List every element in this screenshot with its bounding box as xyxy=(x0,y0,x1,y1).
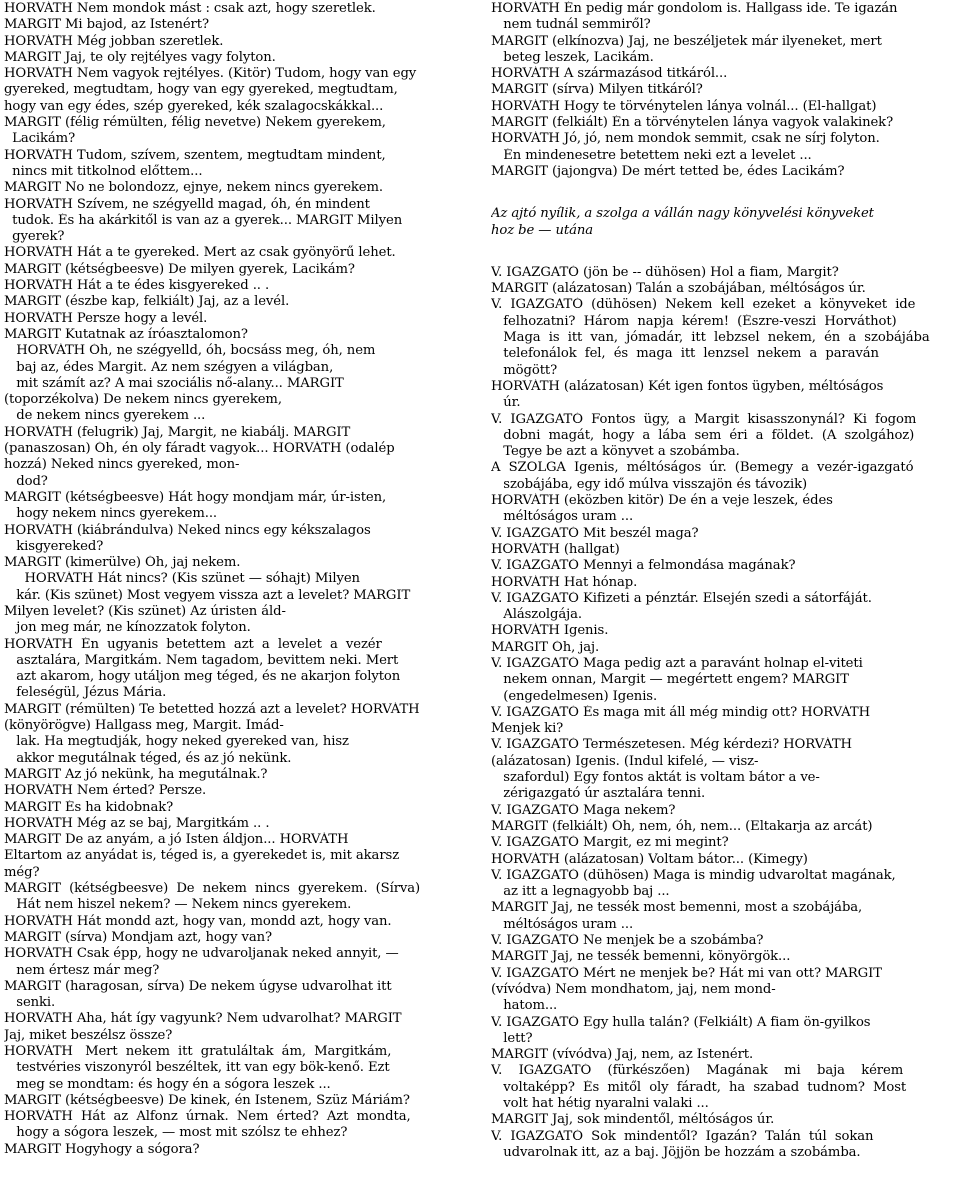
text-line: HORVÁTH Igenis. xyxy=(491,623,609,639)
text-line: dobni magát, hogy a lába sem éri a földet. (A szolgához) xyxy=(491,427,915,443)
text-line: voltaképp? És mitől oly fáradt, ha szabad tudnom? Most xyxy=(491,1079,907,1095)
text-line: hogy nekem nincs gyerekem... xyxy=(4,506,218,522)
text-line xyxy=(491,180,957,206)
left-text-column xyxy=(4,1,474,1158)
text-line: HORVÁTH Mert nekem itt gratuláltak ám, Margitkám, xyxy=(4,1044,392,1059)
text-line: HORVÁTH Én ugyanis betettem azt a levelet a vezér xyxy=(4,636,382,652)
text-line: kár. (Kis szünet) Most vegyem vissza azt a levelet? MARGIT xyxy=(4,587,411,603)
text-line: HORVÁTH (kiábrándulva) Neked nincs egy kékszalagos xyxy=(4,522,371,538)
text-line: HORVÁTH Óh, ne szégyelld, óh, bocsáss meg, óh, nem xyxy=(4,343,376,359)
text-line: hogy a sógora leszek, — most mit szólsz te ehhez? xyxy=(4,1125,348,1141)
text-line: jon meg már, ne kínozzatok folyton. xyxy=(4,620,251,636)
text-line: HORVÁTH Nem vagyok rejtélyes. (Kitör) Tudom, hogy van egy xyxy=(4,66,417,82)
text-line: V. IGAZGATÓ Természetesen. Még kérdezi? HORVÁTH xyxy=(491,737,852,753)
text-line: Maga is itt van, jómadár, itt lebzsel nekem, én a szobájába xyxy=(491,330,930,346)
text-line: (alázatosan) Igenis. (Indul kifelé, — visz- xyxy=(491,753,759,769)
text-line: Az ajtó nyílik, a szolga a vállán nagy könyvelési könyveket xyxy=(491,206,874,222)
text-line: lak. Ha megtudják, hogy neked gyereked van, hisz xyxy=(4,734,349,750)
text-line: zérigazgató úr asztalára tenni. xyxy=(491,786,706,802)
text-line: MARGIT (felkiált) Én a törvénytelen lánya vagyok valakinek? xyxy=(491,115,894,131)
text-line: telefonálok fel, és maga itt lenzsel nekem a paraván xyxy=(491,346,879,362)
text-line: MARGIT Jaj, ne tessék most bemenni, most a szobájába, xyxy=(491,900,863,916)
text-line: HORVÁTH Csak épp, hogy ne udvaroljanak neked annyit, — xyxy=(4,946,399,962)
text-line: szafordul) Egy fontos aktát is voltam bátor a ve- xyxy=(491,770,820,786)
text-line: Hát nem hiszel nekem? — Nekem nincs gyerekem. xyxy=(4,897,352,913)
text-line: MARGIT (rémülten) Te betetted hozzá azt a levelet? HORVÁTH xyxy=(4,701,420,717)
text-line: V. IGAZGATÓ Mit beszél maga? xyxy=(491,525,699,541)
text-line: mit számít az? A mai szociális nő-alany... MARGIT xyxy=(4,375,344,391)
text-line: Tegye be azt a könyvet a szobámba. xyxy=(491,444,740,460)
text-line: V. IGAZGATÓ Maga nekem? xyxy=(491,802,676,818)
text-line: Jaj, miket beszélsz össze? xyxy=(4,1027,173,1043)
text-line: V. IGAZGATÓ Ne menjek be a szobámba? xyxy=(491,933,764,949)
text-line: testvéries viszonyról beszéltek, itt van egy bök-kenő. Ezt xyxy=(4,1060,390,1076)
text-line: lett? xyxy=(491,1030,533,1046)
text-line: feleségül, Jézus Mária. xyxy=(4,685,167,701)
text-line: MARGIT (elkínozva) Jaj, ne beszéljetek már ilyeneket, mert xyxy=(491,33,882,49)
text-line: MARGIT (alázatosan) Talán a szobájában, méltóságos úr. xyxy=(491,281,866,297)
text-line: senki. xyxy=(4,995,56,1011)
text-line: V. IGAZGATÓ Mennyi a felmondása magának? xyxy=(491,558,796,574)
text-line: MARGIT És ha kidobnak? xyxy=(4,799,174,815)
text-line: nem tudnál semmiről? xyxy=(491,17,651,33)
text-line: MARGIT (kétségbeesve) De kinek, én Istenem, Szüz Máriám? xyxy=(4,1092,410,1108)
text-line: HORVÁTH (eközben kitör) De én a veje leszek, édes xyxy=(491,493,833,509)
text-line: V. IGAZGATÓ Margit, ez mi megint? xyxy=(491,835,729,851)
text-line xyxy=(491,239,957,265)
text-line: HORVÁTH Hát a te édes kisgyereked .. . xyxy=(4,278,270,294)
text-line: hozzá) Neked nincs gyereked, mon- xyxy=(4,457,240,473)
text-line: A SZOLGA Igenis, méltóságos úr. (Bemegy a vezér-igazgató xyxy=(491,460,914,476)
text-line: Menjek ki? xyxy=(491,721,564,737)
text-line: MARGIT Jaj, sok mindentől, méltóságos úr. xyxy=(491,1112,775,1128)
text-line: úr. xyxy=(491,395,521,411)
text-line: nincs mit titkolnod előttem... xyxy=(4,163,203,179)
right-text-column xyxy=(491,1,957,1161)
text-line: HORVÁTH (alázatosan) Két igen fontos ügyben, méltóságos xyxy=(491,378,884,394)
text-line: MARGIT (sírva) Milyen titkáról? xyxy=(491,82,703,98)
text-line: MARGIT Az jó nekünk, ha megutálnak.? xyxy=(4,766,268,782)
text-line: V. IGAZGATÓ (dühösen) Maga is mindig udvaroltat magának, xyxy=(491,867,896,883)
text-line: MARGIT Mi bajod, az Istenért? xyxy=(4,17,209,33)
text-line: HORVÁTH Tudom, szívem, szentem, megtudtam mindent, xyxy=(4,147,386,163)
text-line: mögött? xyxy=(491,362,558,378)
text-line: HORVÁTH Persze hogy a levél. xyxy=(4,310,208,326)
text-line: dod? xyxy=(4,473,48,489)
text-line: HORVÁTH Hát az Alfonz úrnak. Nem érted? Azt mondta, xyxy=(4,1109,411,1125)
text-line: gyerek? xyxy=(4,229,65,245)
text-line: HORVÁTH Nem érted? Persze. xyxy=(4,783,207,799)
text-line: hoz be — utána xyxy=(491,222,594,238)
text-line: nem értesz már meg? xyxy=(4,962,160,978)
text-line: méltóságos uram ... xyxy=(491,509,634,525)
text-line: baj az, édes Margit. Az nem szégyen a világban, xyxy=(4,359,334,375)
text-line: HORVÁTH (hallgat) xyxy=(491,541,620,557)
text-line: MARGIT Óh, jaj. xyxy=(491,639,600,655)
text-line: MARGIT Jaj, te oly rejtélyes vagy folyton. xyxy=(4,49,276,65)
text-line: MARGIT De az anyám, a jó Isten áldjon... HORVÁTH xyxy=(4,832,349,848)
text-line: MARGIT Jaj, ne tessék bemenni, könyörgök... xyxy=(491,949,791,965)
text-line: (panaszosan) Óh, én oly fáradt vagyok... HORVÁTH (odalép xyxy=(4,441,395,457)
text-line: hatom... xyxy=(491,998,558,1014)
text-line: HORVÁTH Hat hónap. xyxy=(491,574,638,590)
text-line: Milyen levelet? (Kis szünet) Az úristen áld- xyxy=(4,603,286,619)
text-line: gyereked, megtudtam, hogy van egy gyereked, megtudtam, xyxy=(4,82,398,98)
text-line: MARGIT (sírva) Mondjam azt, hogy van? xyxy=(4,929,272,945)
text-line: V. IGAZGATÓ Fontos ügy, a Margit kisasszonynál? Ki fogom xyxy=(491,411,917,427)
text-line: kisgyereked? xyxy=(4,538,104,554)
text-line: szobájába, egy idő múlva visszajön és távozik) xyxy=(491,476,808,492)
text-line: V. IGAZGATÓ Kifizeti a pénztár. Elsején szedi a sátorfáját. xyxy=(491,590,872,606)
text-line: MARGIT (felkiált) Óh, nem, óh, nem... (Eltakarja az arcát) xyxy=(491,818,873,834)
text-line: HORVÁTH Szívem, ne szégyelld magad, óh, én mindent xyxy=(4,196,370,212)
text-line: (toporzékolva) De nekem nincs gyerekem, xyxy=(4,392,282,408)
text-line: (könyörögve) Hallgass meg, Margit. Imád- xyxy=(4,718,284,734)
text-line: tudok. És ha akárkitől is van az a gyerek... MARGIT Milyen xyxy=(4,212,403,228)
text-line: V. IGAZGATÓ (fürkészően) Magának mi baja kérem xyxy=(491,1063,904,1079)
text-line: HORVÁTH Hát mondd azt, hogy van, mondd azt, hogy van. xyxy=(4,913,392,929)
text-line: MARGIT (kétségbeesve) De nekem nincs gyerekem. (Sírva) xyxy=(4,881,421,897)
text-line: V. IGAZGATÓ Mért ne menjek be? Hát mi van ott? MARGIT xyxy=(491,965,882,981)
text-line: V. IGAZGATÓ És maga mit áll még mindig ott? HORVÁTH xyxy=(491,704,870,720)
text-line: MARGIT (kétségbeesve) De milyen gyerek, Lacikám? xyxy=(4,261,355,277)
text-line: még? xyxy=(4,864,40,880)
text-line: HORVÁTH Hát nincs? (Kis szünet — sóhajt) Milyen xyxy=(4,571,360,587)
text-line: HORVÁTH Nem mondok mást : csak azt, hogy szeretlek. xyxy=(4,1,376,16)
text-line: V. IGAZGATÓ Maga pedig azt a paravánt holnap el-viteti xyxy=(491,655,863,671)
text-line: HORVÁTH Még az se baj, Margitkám .. . xyxy=(4,815,270,831)
text-line: udvarolnak itt, az a baj. Jöjjön be hozzám a szobámba. xyxy=(491,1144,861,1160)
text-line: de nekem nincs gyerekem ... xyxy=(4,408,206,424)
text-line: HORVÁTH Én pedig már gondolom is. Hallgass ide. Te igazán xyxy=(491,1,898,16)
text-line: MARGIT (észbe kap, felkiált) Jaj, az a levél. xyxy=(4,294,290,310)
text-line: MARGIT (kétségbeesve) Hát hogy mondjam már, úr-isten, xyxy=(4,489,387,505)
text-line: V. IGAZGATÓ Sok mindentől? Igazán? Talán túl sokan xyxy=(491,1128,874,1144)
text-line: MARGIT Hogyhogy a sógora? xyxy=(4,1141,200,1157)
text-line: HORVÁTH A származásod titkáról... xyxy=(491,66,728,82)
text-line: V. IGAZGATÓ (dühösen) Nekem kell ezeket a könyveket ide xyxy=(491,297,916,313)
text-line: MARGIT (kimerülve) Óh, jaj nekem. xyxy=(4,555,241,571)
text-line: Alászolgája. xyxy=(491,607,582,623)
text-line: nekem onnan, Margit — megértett engem? MARGIT xyxy=(491,672,849,688)
text-line: MARGIT No ne bolondozz, ejnye, nekem nincs gyerekem. xyxy=(4,180,384,196)
text-line: méltóságos uram ... xyxy=(491,916,634,932)
text-line: felhozatni? Három napja kérem! (Észre-veszi Horváthot) xyxy=(491,313,897,329)
text-line: HORVÁTH Hát a te gyereked. Mert az csak gyönyörű lehet. xyxy=(4,245,396,261)
text-line: HORVÁTH Jó, jó, nem mondok semmit, csak ne sírj folyton. xyxy=(491,131,880,147)
text-line: MARGIT (vívódva) Jaj, nem, az Istenért. xyxy=(491,1047,754,1063)
text-line: hogy van egy édes, szép gyereked, kék szalagocskákkal... xyxy=(4,98,384,114)
text-line: asztalára, Margitkám. Nem tagadom, bevittem neki. Mert xyxy=(4,652,399,668)
text-line: V. IGAZGATÓ (jön be -- dühösen) Hol a fiam, Margit? xyxy=(491,264,839,280)
text-line: HORVÁTH Hogy te törvénytelen lánya volnál... (El-hallgat) xyxy=(491,98,877,114)
text-line: volt hat hétig nyaralni valaki ... xyxy=(491,1096,709,1111)
text-line: HORVÁTH Aha, hát így vagyunk? Nem udvarolhat? MARGIT xyxy=(4,1011,402,1027)
text-line: HORVÁTH (alázatosan) Voltam bátor... (Kimegy) xyxy=(491,851,808,867)
text-line: (vívódva) Nem mondhatom, jaj, nem mond- xyxy=(491,981,776,997)
text-line: Eltartom az anyádat is, téged is, a gyerekedet is, mit akarsz xyxy=(4,848,400,864)
text-line: az itt a legnagyobb baj ... xyxy=(491,884,670,900)
text-line: HORVÁTH (felugrik) Jaj, Margit, ne kiabálj. MARGIT xyxy=(4,424,351,440)
text-line: Én mindenesetre betettem neki ezt a levelet ... xyxy=(491,147,812,163)
text-line: beteg leszek, Lacikám. xyxy=(491,49,654,65)
text-line: MARGIT Kutatnak az íróasztalomon? xyxy=(4,326,248,342)
text-line: MARGIT (jajongva) De mért tetted be, édes Lacikám? xyxy=(491,163,845,179)
text-line: akkor megutálnak téged, és az jó nekünk. xyxy=(4,750,292,766)
text-line: MARGIT (félig rémülten, félig nevetve) Nekem gyerekem, xyxy=(4,115,386,131)
text-line: Lacikám? xyxy=(4,131,76,147)
text-line: meg se mondtam: és hogy én a sógora leszek ... xyxy=(4,1076,331,1092)
text-line: MARGIT (haragosan, sírva) De nekem úgyse udvarolhat itt xyxy=(4,978,392,994)
text-line: HORVÁTH Még jobban szeretlek. xyxy=(4,33,224,49)
text-line: V. IGAZGATÓ Egy hulla talán? (Felkiált) A fiam ön-gyilkos xyxy=(491,1014,871,1030)
text-line: azt akarom, hogy utáljon meg téged, és ne akarjon folyton xyxy=(4,669,401,685)
text-line: (engedelmesen) Igenis. xyxy=(491,688,658,704)
